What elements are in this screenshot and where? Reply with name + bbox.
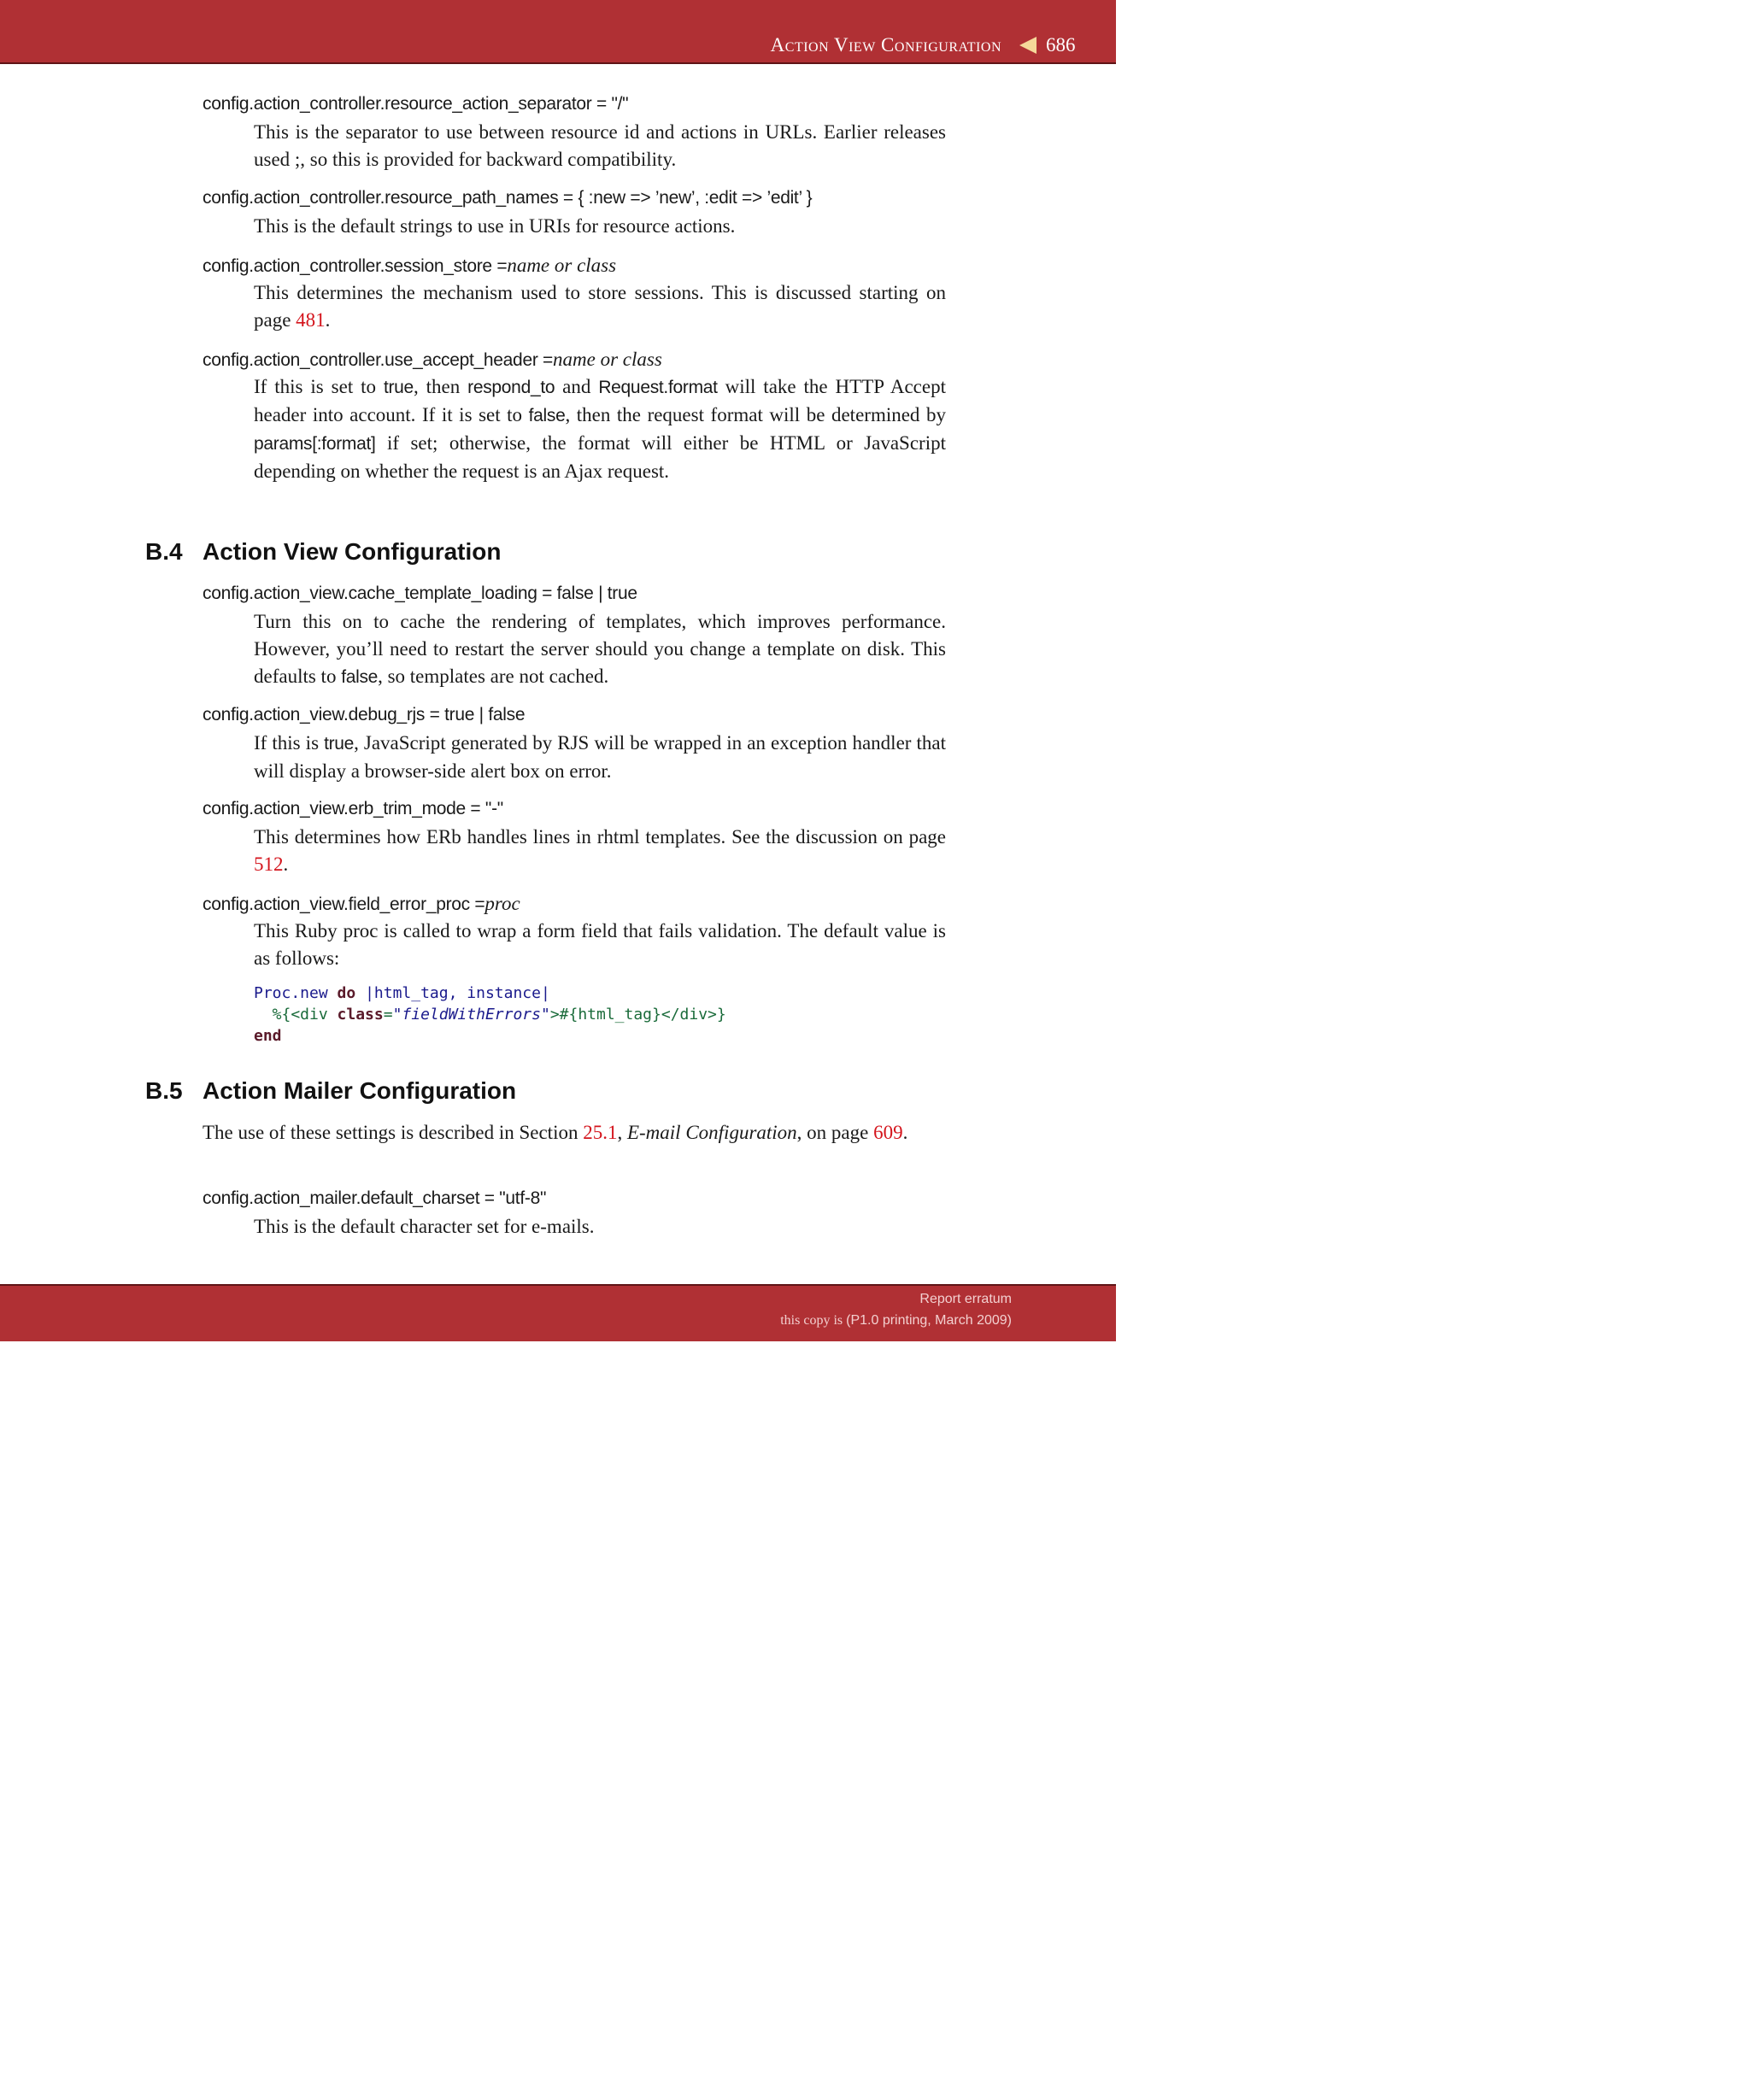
page-footer (0, 1284, 1116, 1341)
inline-code: true (324, 734, 355, 754)
config-term: config.action_mailer.default_charset = "utf-8" (203, 1188, 547, 1208)
inline-code: false (341, 667, 379, 687)
intro-text: The use of these settings is described in Section (203, 1122, 584, 1143)
page-number: 686 (1046, 34, 1076, 56)
intro-text: , (617, 1122, 627, 1143)
config-term: config.action_controller.resource_action_separator = "/" (203, 94, 629, 114)
config-description (254, 279, 946, 334)
copy-detail: (P1.0 printing, March 2009) (846, 1313, 1012, 1328)
config-term: config.action_view.erb_trim_mode = "-" (203, 799, 503, 818)
code-token: = (383, 1006, 393, 1024)
code-block (254, 983, 726, 1047)
config-term (203, 255, 616, 277)
copy-prefix: this copy is (780, 1313, 843, 1328)
code-string: "fieldWithErrors" (392, 1006, 550, 1024)
running-head-title: Action View Configuration (770, 34, 1001, 56)
report-erratum-link[interactable]: Report erratum (919, 1292, 1012, 1306)
config-description: This is the default character set for e-mails. (254, 1216, 595, 1237)
intro-text: , on page (796, 1122, 874, 1143)
code-keyword: do (337, 984, 356, 1002)
copy-info (780, 1313, 1012, 1329)
section-intro (203, 1119, 946, 1147)
description-text: , so templates are not cached. (378, 666, 609, 687)
config-description (254, 824, 946, 878)
description-text: This determines how ERb handles lines in rhtml templates. See the discussion on page (254, 826, 946, 848)
config-term-argument: name or class (507, 255, 617, 276)
description-text: This determines the mechanism used to store sessions. This is discussed starting on page (254, 282, 946, 331)
config-term (203, 893, 520, 915)
section-number: B.4 (145, 538, 183, 565)
description-text: and (555, 376, 599, 397)
page-reference-link[interactable]: 609 (873, 1122, 903, 1143)
description-text: If this is (254, 732, 325, 754)
page-header (0, 0, 1116, 64)
config-term-code: config.action_controller.session_store = (203, 256, 508, 276)
description-text: , JavaScript generated by RJS will be wrapped in an exception handler that will display a browser-side alert box on error. (254, 732, 946, 782)
code-token: %{<div (254, 1006, 338, 1024)
code-token: Proc.new (254, 984, 328, 1002)
config-term: config.action_view.cache_template_loading = false | true (203, 584, 637, 603)
code-keyword: class (337, 1006, 384, 1024)
intro-text: . (902, 1122, 908, 1143)
section-reference-link[interactable]: 25.1 (583, 1122, 618, 1143)
config-term-argument: proc (484, 893, 520, 914)
section-heading-b5 (145, 1077, 516, 1105)
section-number: B.5 (145, 1077, 183, 1104)
inline-code: Request.format (598, 378, 718, 397)
previous-page-arrow-icon[interactable] (1019, 37, 1036, 54)
config-term-argument: name or class (553, 349, 662, 370)
section-title-reference: E-mail Configuration (626, 1122, 797, 1143)
config-description: This is the separator to use between resource id and actions in URLs. Earlier releases used ;, so this is provided for backward compatibility. (254, 121, 946, 170)
description-text: will take the HTTP Accept header into account. If it is set to (254, 376, 946, 425)
description-text: , then the request format will be determined by (565, 404, 946, 425)
config-term (203, 349, 662, 371)
config-term: config.action_view.debug_rjs = true | false (203, 705, 526, 724)
section-title: Action Mailer Configuration (203, 1077, 517, 1104)
inline-code: respond_to (467, 378, 555, 397)
config-description (254, 608, 946, 691)
config-term-code: config.action_view.field_error_proc = (203, 895, 485, 914)
code-keyword: end (254, 1027, 282, 1045)
section-title: Action View Configuration (203, 538, 502, 565)
description-text: . (283, 853, 289, 875)
inline-code: true (383, 378, 414, 397)
description-text: If this is set to (254, 376, 384, 397)
code-token: |html_tag, instance| (365, 984, 550, 1002)
description-text: , then (413, 376, 468, 397)
description-text: Turn this on to cache the rendering of templates, which improves performance. However, you’ll need to restart the server should you change a template on disk. This defaults to (254, 611, 946, 687)
description-text: if set; otherwise, the format will either be HTML or JavaScript depending on whether the request is an Ajax request. (254, 432, 946, 482)
section-heading-b4 (145, 538, 501, 566)
config-description (254, 730, 946, 785)
inline-code: false (528, 406, 566, 425)
config-term: config.action_controller.resource_path_names = { :new => ’new’, :edit => ’edit’ } (203, 188, 813, 208)
inline-code: params[:format] (254, 434, 376, 454)
description-text: . (325, 309, 331, 331)
config-description: This Ruby proc is called to wrap a form field that fails validation. The default value is as follows: (254, 920, 946, 969)
config-description: This is the default strings to use in URIs for resource actions. (254, 215, 736, 237)
code-token: >#{html_tag}</div>} (549, 1006, 726, 1024)
config-description (254, 373, 946, 485)
page-reference-link[interactable]: 512 (254, 853, 284, 875)
config-term-code: config.action_controller.use_accept_header = (203, 350, 554, 370)
page-reference-link[interactable]: 481 (296, 309, 326, 331)
